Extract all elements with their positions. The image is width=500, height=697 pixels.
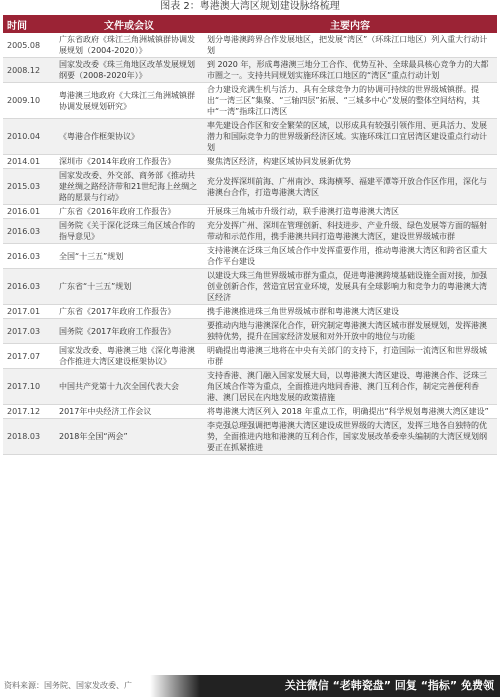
row-time: 2017.03 (3, 319, 55, 344)
table-row (3, 244, 497, 269)
row-document: 广东省政府《珠江三角洲城镇群协调发展规划（2004-2020）》 (55, 33, 203, 58)
row-document: 广东省《2017年政府工作报告》 (55, 305, 203, 319)
row-time: 2017.07 (3, 344, 55, 369)
row-document: 国家发改委《珠三角地区改革发展规划纲要（2008-2020年）》 (55, 58, 203, 83)
row-content: 开展珠三角城市升级行动，联手港澳打造粤港澳大湾区 (203, 205, 497, 219)
row-document: 国务院《2017年政府工作报告》 (55, 319, 203, 344)
row-time: 2017.10 (3, 369, 55, 405)
table-row (3, 205, 497, 219)
table-row (3, 344, 497, 369)
watermark-text: 关注微信 “老韩瓷盘” 回复 “指标” 免费领 (284, 679, 494, 692)
row-time: 2009.10 (3, 83, 55, 119)
row-content: 将粤港澳大湾区列入 2018 年重点工作，明确提出“科学规划粤港澳大湾区建设” (203, 405, 497, 419)
row-time: 2010.04 (3, 119, 55, 155)
table-row (3, 405, 497, 419)
table-row (3, 119, 497, 155)
row-document: 广东省“十三五”规划 (55, 269, 203, 305)
row-document: 2018年全国“两会” (55, 419, 203, 455)
row-time: 2017.01 (3, 305, 55, 319)
row-document: 2017年中央经济工作会议 (55, 405, 203, 419)
row-content: 以建设大珠三角世界级城市群为重点，促进粤港澳跨境基础设施全面对接，加强创业创新合作，营造宜居宜业环境，发展具有全球影响力和竞争力的粤港澳大湾区经济 (203, 269, 497, 305)
table-row (3, 155, 497, 169)
row-content: 支持香港、澳门融入国家发展大局，以粤港澳大湾区建设、粤港澳合作、泛珠三角区域合作等为重点，全面推进内地同香港、澳门互利合作，制定完善便利香港、澳门居民在内地发展的政策措施 (203, 369, 497, 405)
table-row (3, 219, 497, 244)
row-time: 2005.08 (3, 33, 55, 58)
table-row (3, 319, 497, 344)
row-time: 2016.03 (3, 269, 55, 305)
footer-bar (0, 675, 500, 697)
row-document: 国家发改委、粤港澳三地《深化粤港澳合作推进大湾区建设框架协议》 (55, 344, 203, 369)
row-time: 2008.12 (3, 58, 55, 83)
row-time: 2016.01 (3, 205, 55, 219)
row-content: 划分粤港澳跨界合作发展地区，把发展“湾区”（环珠江口地区）列入重大行动计划 (203, 33, 497, 58)
row-content: 李克强总理强调把粤港澳大湾区建设成世界级的大湾区，发挥三地各自独特的优势，全面推进内地和港澳的互利合作，国家发展改革委牵头编制的大湾区规划纲要正在抓紧推进 (203, 419, 497, 455)
row-time: 2016.03 (3, 244, 55, 269)
row-content: 要推动内地与港澳深化合作，研究制定粤港澳大湾区城市群发展规划，发挥港澳独特优势，提升在国家经济发展和对外开放中的地位与功能 (203, 319, 497, 344)
table-row (3, 419, 497, 455)
row-content: 明确提出粤港澳三地将在中央有关部门的支持下，打造国际一流湾区和世界级城市群 (203, 344, 497, 369)
row-document: 国务院《关于深化泛珠三角区域合作的指导意见》 (55, 219, 203, 244)
row-content: 聚焦湾区经济，构建区域协同发展新优势 (203, 155, 497, 169)
table-caption: 图表 2：粤港澳大湾区规划建设脉络梳理 (160, 1, 340, 12)
source-note: 资料来源：国务院、国家发改委、广 (4, 681, 132, 690)
row-content: 支持港澳在泛珠三角区域合作中发挥重要作用，推动粤港澳大湾区和跨省区重大合作平台建设 (203, 244, 497, 269)
row-time: 2018.03 (3, 419, 55, 455)
table-row (3, 58, 497, 83)
row-document: 国家发改委、外交部、商务部《推动共建丝绸之路经济带和21世纪海上丝绸之路的愿景与行动》 (55, 169, 203, 205)
row-time: 2016.03 (3, 219, 55, 244)
row-document: 全国“十三五”规划 (55, 244, 203, 269)
policy-timeline-table (3, 15, 497, 455)
row-time: 2015.03 (3, 169, 55, 205)
table-row (3, 169, 497, 205)
row-document: 中国共产党第十九次全国代表大会 (55, 369, 203, 405)
table-row (3, 83, 497, 119)
table-header-row (3, 15, 497, 33)
row-content: 携手港澳推进珠三角世界级城市群和粤港澳大湾区建设 (203, 305, 497, 319)
header-document: 文件或会议 (55, 15, 203, 33)
row-content: 充分发挥广州、深圳在管理创新、科技进步、产业升级、绿色发展等方面的辐射带动和示范作用，携手港澳共同打造粤港澳大湾区，建设世界级城市群 (203, 219, 497, 244)
table-row (3, 305, 497, 319)
header-content: 主要内容 (203, 15, 497, 33)
row-document: 粤港澳三地政府《大珠江三角洲城镇群协调发展规划研究》 (55, 83, 203, 119)
header-time: 时间 (3, 15, 55, 33)
row-time: 2017.12 (3, 405, 55, 419)
row-time: 2014.01 (3, 155, 55, 169)
row-content: 充分发挥深圳前海、广州南沙、珠海横琴、福建平潭等开放合作区作用，深化与港澳台合作，打造粤港澳大湾区 (203, 169, 497, 205)
row-content: 率先建设合作区和安全繁荣的区域，以形成具有较强引领作用、更具活力、发展潜力和国际竞争力的世界级新经济区域。实施环珠江口宜居湾区建设重点行动计划 (203, 119, 497, 155)
table-row (3, 269, 497, 305)
table-row (3, 33, 497, 58)
row-content: 合力建设充满生机与活力、具有全球竞争力的协调可持续的世界级城镇群。提出“一湾三区”集聚、“三轴四层”拓展、“三城多中心”发展的整体空间结构，其中“一湾”指珠江口湾区 (203, 83, 497, 119)
row-document: 深圳市《2014年政府工作报告》 (55, 155, 203, 169)
row-document: 广东省《2016年政府工作报告》 (55, 205, 203, 219)
row-content: 到 2020 年，形成粤港澳三地分工合作、优势互补、全球最具核心竞争力的大都市圈之一。支持共同规划实施环珠江口地区的“湾区”重点行动计划 (203, 58, 497, 83)
table-row (3, 369, 497, 405)
row-document: 《粤港合作框架协议》 (55, 119, 203, 155)
